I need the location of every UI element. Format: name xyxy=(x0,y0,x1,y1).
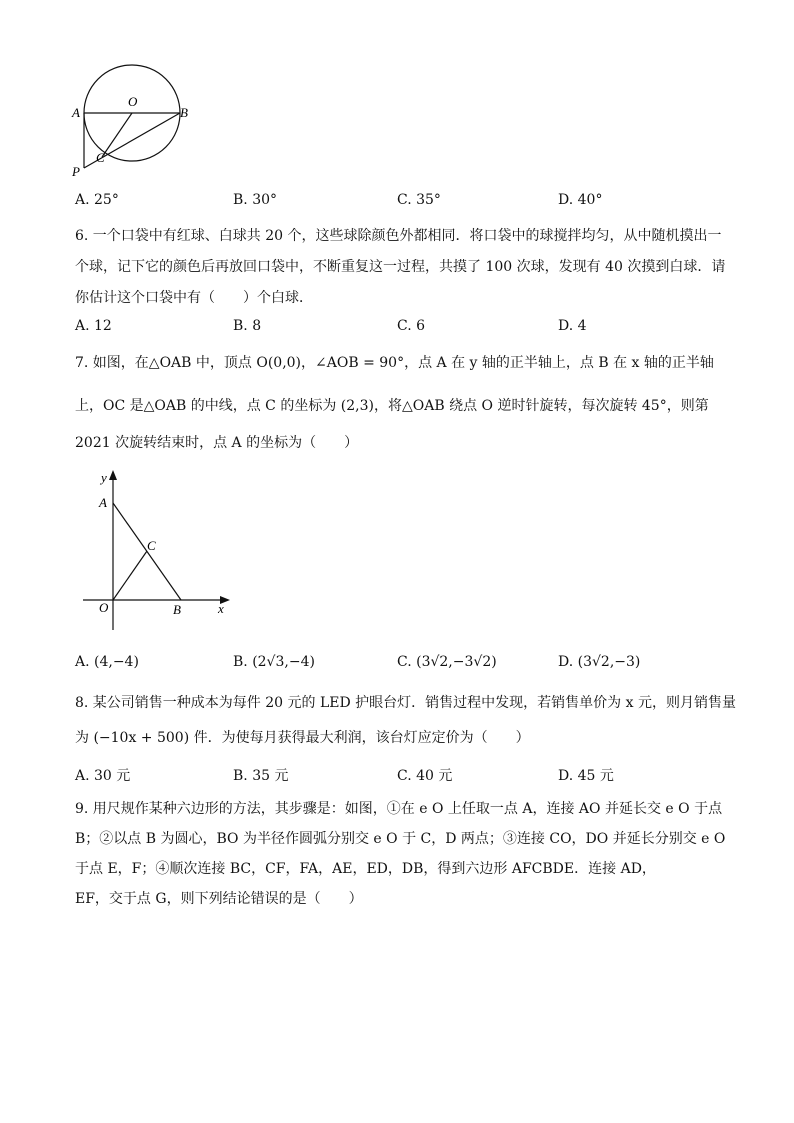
q6-option-d[interactable]: D. 4 xyxy=(558,318,587,334)
q7-line-1: 7. 如图，在△OAB 中，顶点 O(0,0)，∠AOB = 90°，点 A 在 y 轴的正半轴上，点 B 在 x 轴的正半轴 xyxy=(75,355,714,371)
q5-option-c[interactable]: C. 35° xyxy=(397,192,441,208)
q8-line-1: 8. 某公司销售一种成本为每件 20 元的 LED 护眼台灯．销售过程中发现，若销售单价为 x 元，则月销售量 xyxy=(75,695,736,711)
q7-option-b[interactable]: B. (2√3,−4) xyxy=(233,654,315,670)
label-p: P xyxy=(72,164,80,179)
q8-option-a[interactable]: A. 30 元 xyxy=(75,768,131,784)
label-c: C xyxy=(147,538,156,553)
q7-line-3: 2021 次旋转结束时，点 A 的坐标为（ ） xyxy=(75,435,359,451)
label-o: O xyxy=(99,600,109,615)
q7-option-c[interactable]: C. (3√2,−3√2) xyxy=(397,654,497,670)
q7-figure xyxy=(75,465,240,635)
segment-oc xyxy=(113,551,147,600)
q6-line-3: 你估计这个口袋中有（ ）个白球． xyxy=(75,290,313,306)
q9-line-1: 9. 用尺规作某种六边形的方法，其步骤是：如图，①在 e O 上任取一点 A，连接 AO 并延长交 e O 于点 xyxy=(75,801,723,817)
y-axis-arrow xyxy=(109,470,117,480)
q8-option-c[interactable]: C. 40 元 xyxy=(397,768,453,784)
segment-oc xyxy=(102,113,132,157)
q5-option-a[interactable]: A. 25° xyxy=(75,192,119,208)
label-b: B xyxy=(173,602,181,617)
q6-option-b[interactable]: B. 8 xyxy=(233,318,262,334)
q7-option-a[interactable]: A. (4,−4) xyxy=(75,654,139,670)
label-c: C xyxy=(96,150,105,165)
q6-line-1: 6. 一个口袋中有红球、白球共 20 个，这些球除颜色外都相同．将口袋中的球搅拌均匀，从中随机摸出一 xyxy=(75,228,722,244)
q6-option-c[interactable]: C. 6 xyxy=(397,318,426,334)
q7-line-2: 上，OC 是△OAB 的中线，点 C 的坐标为 (2,3)，将△OAB 绕点 O 逆时针旋转，每次旋转 45°，则第 xyxy=(75,398,709,414)
label-o: O xyxy=(128,94,138,109)
label-a: A xyxy=(99,495,107,510)
label-a: A xyxy=(72,105,80,120)
q7-option-d[interactable]: D. (3√2,−3) xyxy=(558,654,641,670)
q9-line-2: B；②以点 B 为圆心，BO 为半径作圆弧分别交 e O 于 C，D 两点；③连接 CO，DO 并延长分别交 e O xyxy=(75,831,726,847)
q5-figure xyxy=(60,60,200,185)
q5-option-b[interactable]: B. 30° xyxy=(233,192,278,208)
q9-line-3: 于点 E，F；④顺次连接 BC，CF，FA，AE，ED，DB，得到六边形 AFCBDE．连接 AD， xyxy=(75,861,656,877)
q6-line-2: 个球，记下它的颜色后再放回口袋中，不断重复这一过程，共摸了 100 次球，发现有 40 次摸到白球．请 xyxy=(75,259,726,275)
q6-option-a[interactable]: A. 12 xyxy=(75,318,112,334)
label-x: x xyxy=(218,601,224,616)
q9-line-4: EF，交于点 G，则下列结论错误的是（ ） xyxy=(75,891,363,907)
label-y: y xyxy=(101,470,107,485)
q8-line-2: 为 (−10x + 500) 件．为使每月获得最大利润，该台灯应定价为（ ） xyxy=(75,730,530,746)
q8-option-d[interactable]: D. 45 元 xyxy=(558,768,614,784)
q5-option-d[interactable]: D. 40° xyxy=(558,192,603,208)
label-b: B xyxy=(180,105,188,120)
q8-option-b[interactable]: B. 35 元 xyxy=(233,768,289,784)
